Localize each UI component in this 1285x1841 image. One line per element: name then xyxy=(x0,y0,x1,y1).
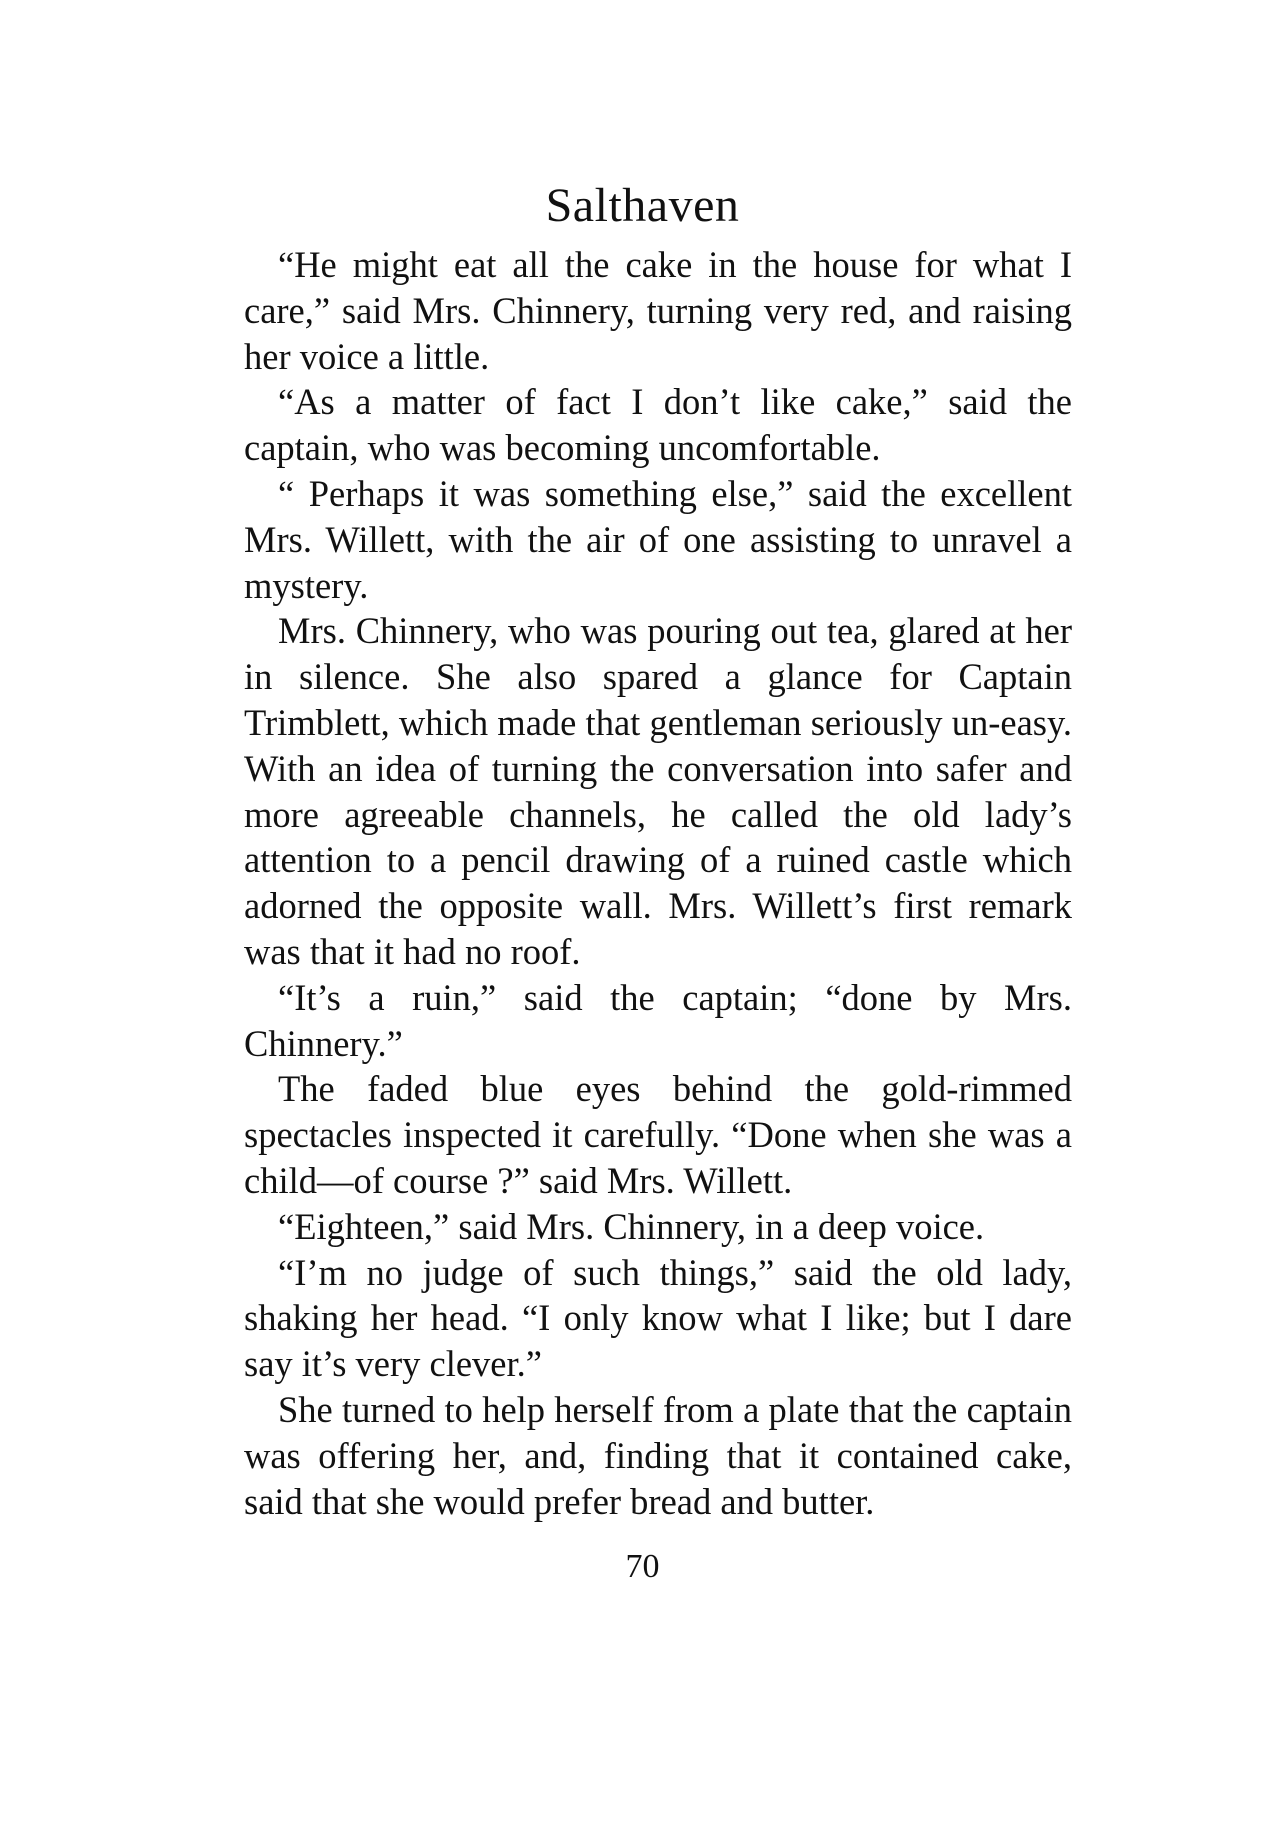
paragraph: She turned to help herself from a plate that the captain was offering her, and, finding that it contained cake, said that she would prefer bread and butter. xyxy=(244,1388,1072,1522)
paragraph: “I’m no judge of such things,” said the old lady, shaking her head. “I only know what I like; but I dare say it’s very clever.” xyxy=(244,1251,1072,1385)
paragraph: “Eighteen,” said Mrs. Chinnery, in a deep voice. xyxy=(278,1205,985,1247)
paragraph: “It’s a ruin,” said the captain; “done by Mrs. Chinnery.” xyxy=(244,976,1072,1064)
paragraph: “He might eat all the cake in the house for what I care,” said Mrs. Chinnery, turning very red, and raising her voice a little. xyxy=(244,244,1072,377)
paragraph: Mrs. Chinnery, who was pouring out tea, glared at her in silence. She also spared a glance for Captain Trimblett, which made that gentleman seriously un-easy. With an idea of turning the conversation into safer and more agreeable channels, he called the old lady’s attention to a pencil drawing of a ruined castle which adorned the opposite wall. Mrs. Willett’s first remark was that it had no roof. xyxy=(244,610,1072,972)
body-text xyxy=(244,242,1072,1524)
paragraph: “As a matter of fact I don’t like cake,” said the captain, who was becoming uncomfortable. xyxy=(244,381,1072,469)
paragraph: “ Perhaps it was something else,” said the excellent Mrs. Willett, with the air of one assisting to unravel a mystery. xyxy=(244,472,1072,606)
paragraph: The faded blue eyes behind the gold-rimmed spectacles inspected it carefully. “Done when she was a child—of course ?” said Mrs. Willett. xyxy=(244,1068,1072,1201)
page-number: 70 xyxy=(625,1548,660,1585)
running-title: Salthaven xyxy=(545,179,740,232)
